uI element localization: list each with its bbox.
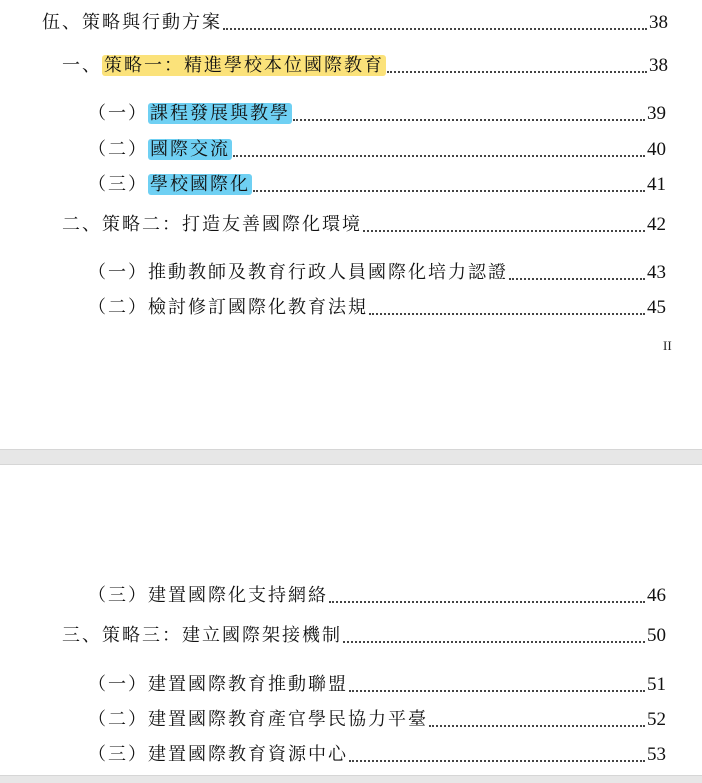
toc-entry-label: 伍、策略與行動方案 bbox=[42, 12, 222, 33]
dot-leader bbox=[349, 690, 645, 692]
toc-entry-support-network[interactable] bbox=[88, 583, 666, 609]
highlighted-text: 學校國際化 bbox=[150, 174, 250, 195]
toc-page-number: 42 bbox=[647, 214, 666, 235]
toc-entry-label: （一）推動教師及教育行政人員國際化培力認證 bbox=[88, 262, 508, 283]
toc-entry-resource-center[interactable] bbox=[88, 742, 666, 768]
toc-entry-strategy-2[interactable] bbox=[62, 212, 666, 238]
dot-leader bbox=[387, 71, 647, 73]
toc-entry-regulations[interactable] bbox=[88, 295, 666, 321]
toc-page-number: 50 bbox=[647, 625, 666, 646]
toc-page-number: 43 bbox=[647, 262, 666, 283]
toc-page-number: 41 bbox=[647, 174, 666, 195]
dot-leader bbox=[429, 725, 645, 727]
toc-entry-exchange[interactable] bbox=[88, 137, 666, 163]
dot-leader bbox=[363, 230, 645, 232]
toc-entry-label: （二）檢討修訂國際化教育法規 bbox=[88, 297, 368, 318]
toc-page-number: 53 bbox=[647, 744, 666, 765]
toc-page-number: 38 bbox=[649, 55, 668, 76]
toc-entry-number: 一、 bbox=[62, 55, 102, 76]
toc-page-number: 45 bbox=[647, 297, 666, 318]
toc-entry-teacher-training[interactable] bbox=[88, 260, 666, 286]
toc-page-number: 39 bbox=[647, 103, 666, 124]
toc-entry-school-intl[interactable] bbox=[88, 172, 666, 198]
toc-entry-strategy-3[interactable] bbox=[62, 623, 666, 649]
toc-page-number: 46 bbox=[647, 585, 666, 606]
toc-page-number: 52 bbox=[647, 709, 666, 730]
page-separator bbox=[0, 449, 702, 465]
toc-page-number: 51 bbox=[647, 674, 666, 695]
highlighted-text: 策略一：精進學校本位國際教育 bbox=[104, 55, 384, 76]
dot-leader bbox=[343, 641, 645, 643]
dot-leader bbox=[349, 760, 645, 762]
dot-leader bbox=[369, 313, 645, 315]
toc-entry-label: 二、策略二：打造友善國際化環境 bbox=[62, 214, 362, 235]
toc-entry-label: （三）建置國際教育資源中心 bbox=[88, 744, 348, 765]
dot-leader bbox=[509, 278, 645, 280]
highlighted-text: 國際交流 bbox=[150, 139, 230, 160]
dot-leader bbox=[293, 119, 645, 121]
toc-entry-number: （二） bbox=[88, 139, 148, 160]
toc-entry-alliance[interactable] bbox=[88, 672, 666, 698]
toc-entry-label: （三）建置國際化支持網絡 bbox=[88, 585, 328, 606]
toc-entry-platform[interactable] bbox=[88, 707, 666, 733]
toc-entry-strategy-1[interactable] bbox=[62, 53, 668, 79]
toc-entry-number: （三） bbox=[88, 174, 148, 195]
toc-page-number: 38 bbox=[649, 12, 668, 33]
toc-entry-curriculum[interactable] bbox=[88, 101, 666, 127]
toc-entry-number: （一） bbox=[88, 103, 148, 124]
dot-leader bbox=[329, 601, 645, 603]
page-number-footer: II bbox=[663, 338, 672, 353]
toc-entry-label: （一）建置國際教育推動聯盟 bbox=[88, 674, 348, 695]
toc-entry-label: 三、策略三：建立國際架接機制 bbox=[62, 625, 342, 646]
dot-leader bbox=[233, 155, 645, 157]
toc-page-number: 40 bbox=[647, 139, 666, 160]
toc-entry-label: （二）建置國際教育產官學民協力平臺 bbox=[88, 709, 428, 730]
page-separator bbox=[0, 775, 702, 783]
document-page-bottom bbox=[0, 465, 702, 775]
highlighted-text: 課程發展與教學 bbox=[150, 103, 290, 124]
dot-leader bbox=[223, 28, 647, 30]
dot-leader bbox=[253, 190, 645, 192]
toc-entry-section-5[interactable] bbox=[42, 10, 668, 36]
